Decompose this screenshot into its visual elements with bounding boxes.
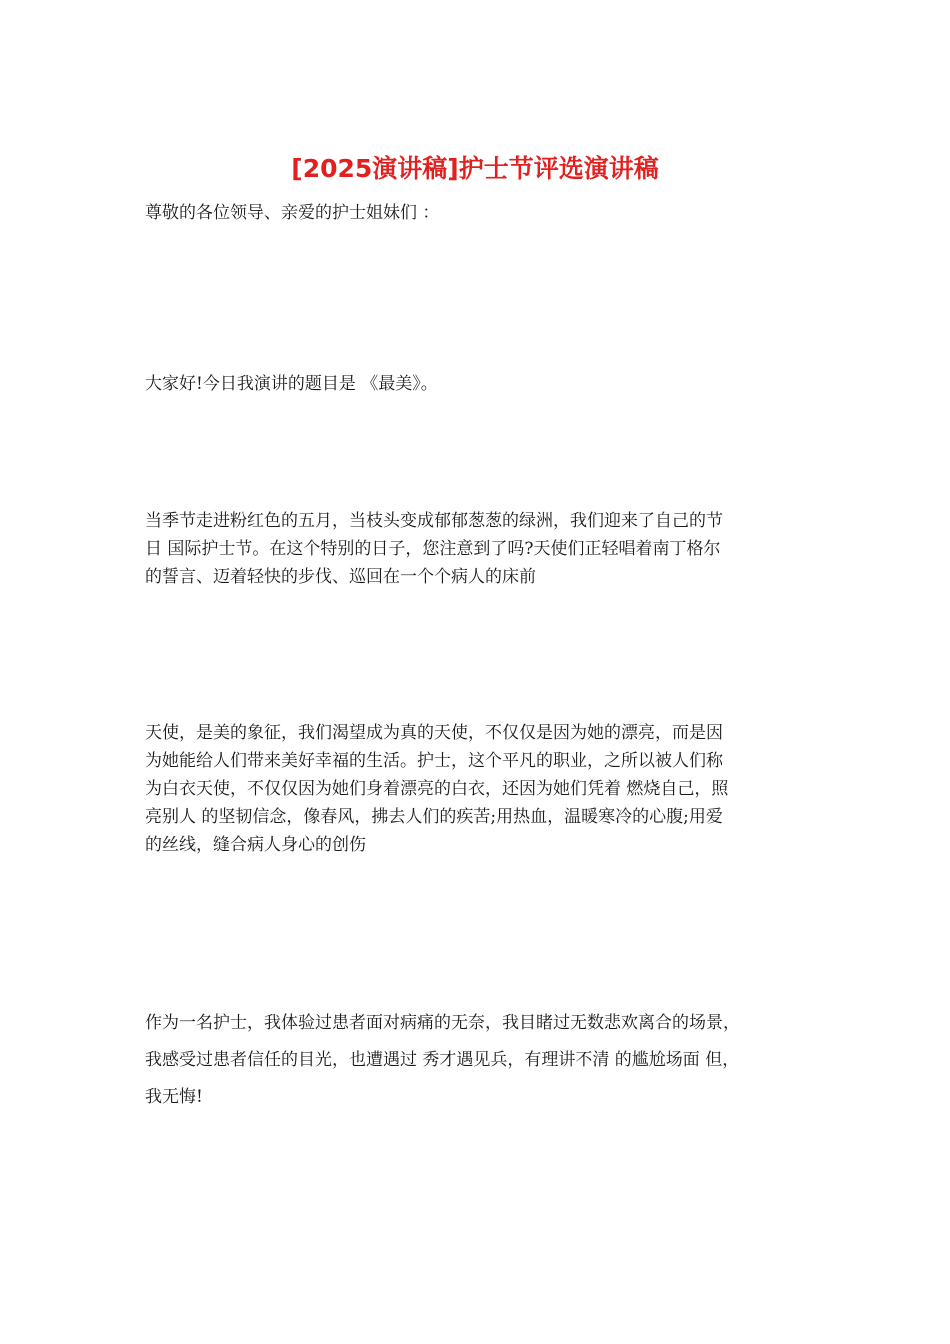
paragraph-line: 我感受过患者信任的目光，也遭遇过 秀才遇见兵，有理讲不清 的尴尬场面 但， <box>145 1050 740 1070</box>
paragraph-line: 当季节走进粉红色的五月，当枝头变成郁郁葱葱的绿洲，我们迎来了自己的节 <box>145 511 723 531</box>
paragraph-line: 为她能给人们带来美好幸福的生活。护士，这个平凡的职业，之所以被人们称 <box>145 751 723 771</box>
paragraph-line: 作为一名护士，我体验过患者面对病痛的无奈，我目睹过无数悲欢离合的场景， <box>145 1013 740 1033</box>
paragraph-no-regrets <box>145 1005 815 1116</box>
greeting-line: 尊敬的各位领导、亲爱的护士姐妹们 ： <box>145 203 440 223</box>
paragraph-line: 的誓言、迈着轻快的步伐、巡回在一个个病人的床前 <box>145 567 536 587</box>
paragraph-line: 为白衣天使，不仅仅因为她们身着漂亮的白衣，还因为她们凭着 燃烧自己，照 <box>145 779 729 799</box>
paragraph-line: 亮别人 的坚韧信念，像春风，拂去人们的疾苦;用热血，温暖寒冷的心腹;用爱 <box>145 807 723 827</box>
paragraph-line: 我无悔! <box>145 1087 203 1107</box>
paragraph-intro <box>145 370 815 398</box>
paragraph-may-nurses-day <box>145 507 815 591</box>
document-title: [2025演讲稿]护士节评选演讲稿 <box>291 154 659 183</box>
paragraph-line: 日 国际护士节。在这个特别的日子，您注意到了吗?天使们正轻唱着南丁格尔 <box>145 539 721 559</box>
paragraph-angel-symbol <box>145 719 815 859</box>
paragraph-line: 的丝线，缝合病人身心的创伤 <box>145 835 366 855</box>
paragraph-line: 大家好!今日我演讲的题目是 《最美》。 <box>145 374 438 394</box>
paragraph-line: 天使，是美的象征，我们渴望成为真的天使，不仅仅是因为她的漂亮，而是因 <box>145 723 723 743</box>
